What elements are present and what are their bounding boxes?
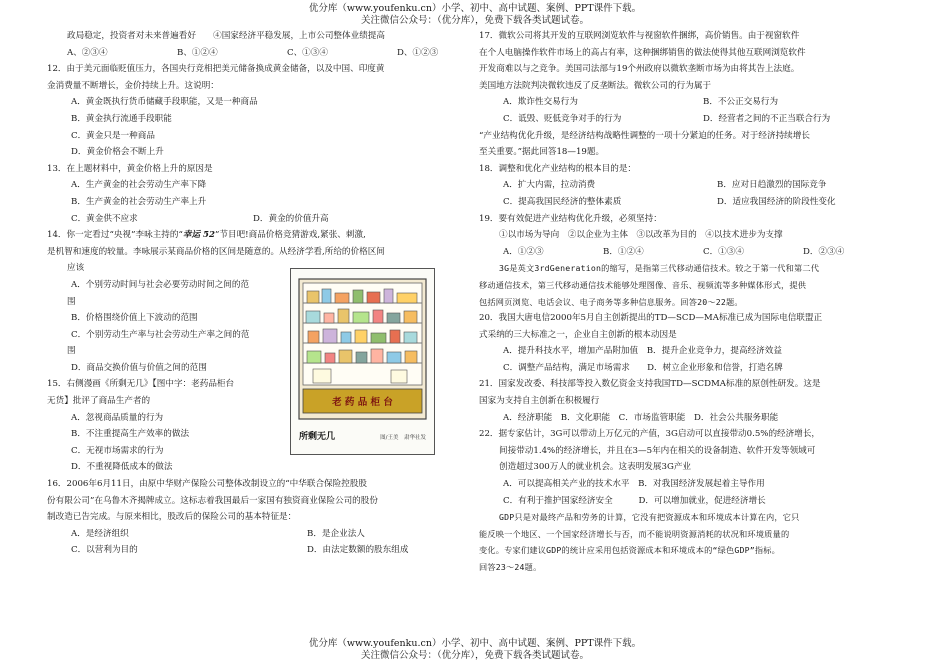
q15-option-d: D．不重视降低成本的做法 <box>71 462 173 473</box>
q16-stem-2: 份有限公司”在乌鲁木齐揭牌成立。这标志着我国最后一家国有独资商业保险公司的股份 <box>47 495 378 506</box>
q12-stem-1: 12．由于美元面临贬值压力，各国央行竞相把美元储备换成黄金储备，以及中国、印度黄 <box>47 64 385 75</box>
q18-options-ab <box>479 177 917 194</box>
medicine-cabinet-drawing <box>291 269 434 454</box>
q14-option-c: C．个别劳动生产率与社会劳动生产率之间的范 <box>71 329 250 340</box>
q22-options-cd: C．有利于推护国家经济安全 D．可以增加就业，促进经济增长 <box>503 495 766 506</box>
q22-stem-3: 创造超过300万人的就业机会。这表明发展3G产业 <box>499 462 692 473</box>
q17-options-ab <box>479 94 917 111</box>
q22-stem-2: 间接带动1.4%的经济增长，并且在3—5年内在相关的设备制造、软件开发等领域可 <box>499 445 816 456</box>
q15-stem-2: 无货】批评了商品生产者的 <box>47 396 151 407</box>
q11-option-c: C、①③④ <box>287 47 328 58</box>
q17-option-b: B．不公正交易行为 <box>703 97 779 108</box>
q12-option-c: C．黄金只是一种商品 <box>71 130 155 141</box>
material-20-1: 3G是英文3rdGeneration的缩写，是指第三代移动通信技术。较之于第一代和第二代 <box>499 263 820 274</box>
q22-stem-1: 22．据专家估计，3G可以带动上万亿元的产值，3G启动可以直接带动0.5%的经济增长， <box>479 429 821 440</box>
cartoon-caption: 所剩无几 <box>299 432 336 442</box>
q13-options-cd <box>47 211 485 228</box>
q19-stem: 19．要有效促进产业结构优化升级，必须坚持： <box>479 213 662 224</box>
q17-option-d: D．经营者之间的不正当联合行为 <box>703 113 831 124</box>
footer-line-2: 关注微信公众号：（优分库），免费下载各类试题试卷。 <box>360 650 589 661</box>
q19-option-d: D．②③④ <box>803 246 845 257</box>
material-23-1: GDP只是对最终产品和劳务的计算，它没有把资源成本和环境成本计算在内，它只 <box>499 512 800 523</box>
q21-stem-2: 国家为支持自主创新在积极履行 <box>479 396 600 407</box>
q16-option-c: C．以营利为目的 <box>71 545 138 556</box>
material-18-1: “产业结构优化升级，是经济结构战略性调整的一项十分紧迫的任务。对于经济持续增长 <box>479 130 810 141</box>
q17-option-c: C．诋毁、贬低竞争对手的行为 <box>503 113 622 124</box>
page-footer <box>0 638 950 662</box>
q14-stem-b: ”节目吧!商品价格竞猜游戏,紧张、刺激, <box>214 230 366 241</box>
q21-options: A．经济职能 B．文化职能 C．市场监管职能 D．社会公共服务职能 <box>503 412 779 423</box>
q16-option-a: A．是经济组织 <box>71 528 129 539</box>
footer-line-1: 优分库（www.youfenku.cn）小学、初中、高中试题、案例、PPT课件下载。 <box>308 638 642 649</box>
q14-option-c-cont: 围 <box>67 346 76 357</box>
q17-options-cd <box>479 111 917 128</box>
q14-option-d: D．商品交换价值与价值之间的范围 <box>71 362 207 373</box>
q18-options-cd <box>479 194 917 211</box>
q11-options <box>47 45 485 62</box>
cartoon-credit: 图/王美 肃华社发 <box>380 435 426 441</box>
q14-stem-2: 是机智和速度的较量。李咏展示某商品价格的区间是随意的。从经济学看,所给的价格区间 <box>47 246 385 257</box>
q19-items: ①以市场为导向 ②以企业为主体 ③以改革为目的 ④以技术进步为支撑 <box>499 230 783 241</box>
q18-option-c: C．提高我国民经济的整体素质 <box>503 196 622 207</box>
q15-stem-1: 15．右侧漫画《所剩无几》【图中字：老药品柜台 <box>47 379 235 390</box>
q14-option-a: A．个别劳动时间与社会必要劳动时间之间的范 <box>71 279 250 290</box>
q21-stem-1: 21．国家发改委、科技部等投入数亿资金支持我国TD—SCDMA标准的原创性研发。这是 <box>479 379 821 390</box>
header-line-2: 关注微信公众号：（优分库），免费下载各类试题试卷。 <box>360 15 589 26</box>
q15-option-b: B．不注重提高生产效率的做法 <box>71 429 190 440</box>
cartoon-image <box>290 268 435 455</box>
q18-option-a: A．扩大内需，拉动消费 <box>503 180 596 191</box>
q20-options-cd: C．调整产品结构，满足市场需求 D．树立企业形象和信誉，打造名牌 <box>503 362 783 373</box>
q12-stem-2: 金消费量不断增长，金价持续上升。这说明： <box>47 80 219 91</box>
q14-option-a-cont: 围 <box>67 296 76 307</box>
q18-option-b: B．应对日趋激烈的国际竞争 <box>717 180 827 191</box>
q20-stem-1: 20．我国大唐电信2000年5月自主创新提出的TD—SCD—MA标准已成为国际电信联盟正 <box>479 313 823 324</box>
q17-stem-1: 17．微软公司将其开发的互联网浏览软件与视窗软件捆绑，高价销售。由于视窗软件 <box>479 31 800 41</box>
q16-stem-1: 16．2006年6月11日，由原中华财产保险公司整体改制设立的“中华联合保险控股股 <box>47 479 368 490</box>
counter-sign-text: 老 药 品 柜 台 <box>332 397 393 408</box>
q19-option-a: A．①②③ <box>503 246 544 257</box>
q14-option-b: B．价格围绕价值上下波动的范围 <box>71 313 198 324</box>
q13-stem: 13．在上题材料中，黄金价格上升的原因是 <box>47 163 213 174</box>
q17-option-a: A．欺诈性交易行为 <box>503 97 578 108</box>
q16-options-cd <box>47 542 485 559</box>
material-23-4: 回答23～24题。 <box>479 562 542 572</box>
q22-options-ab: A．可以提高相关产业的技术水平 B．对我国经济发展起着主导作用 <box>503 479 765 490</box>
q20-options-ab: A．提升科技水平，增加产品附加值 B．提升企业竞争力，提高经济效益 <box>503 346 782 357</box>
q19-options <box>479 244 917 261</box>
q15-option-c: C．无视市场需求的行为 <box>71 445 164 456</box>
material-23-2: 能反映一个地区、一个国家经济增长与否，而不能说明资源消耗的状况和环境质量的 <box>479 528 790 539</box>
q19-option-c: C．①③④ <box>703 246 744 257</box>
q17-stem-4: 美国地方法院判决微软违反了反垄断法。微软公司的行为属于 <box>479 80 712 91</box>
q11-option-d: D、①②③ <box>397 47 439 58</box>
material-23-3: 变化。专家们建议GDP的统计应采用包括资源成本和环境成本的“绿色GDP”指标。 <box>479 545 781 556</box>
q18-stem: 18．调整和优化产业结构的根本目的是： <box>479 163 637 174</box>
right-column <box>479 28 917 576</box>
q12-option-b: B．黄金执行流通手段职能 <box>71 113 172 124</box>
q16-option-d: D．由法定数额的股东组成 <box>307 545 409 556</box>
q12-option-d: D．黄金价格会不断上升 <box>71 147 164 158</box>
q12-option-a: A．黄金既执行货币储藏手段职能，又是一种商品 <box>71 97 258 108</box>
q16-options-ab <box>47 526 485 543</box>
q13-option-d: D．黄金的价值升高 <box>253 213 329 224</box>
q14-stem-3: 应该 <box>67 263 85 274</box>
q18-option-d: D．适应我国经济的阶段性变化 <box>717 196 836 207</box>
q17-stem-2: 在个人电脑操作软件市场上的高占有率，这种捆绑销售的做法使得其他互联网浏览软件 <box>479 47 806 58</box>
show-logo: 幸运 52 <box>182 230 215 241</box>
q16-stem-3: 制改造已告完成。与原来相比，股改后的保险公司的基本特征是： <box>47 512 297 523</box>
q13-option-b: B．生产黄金的社会劳动生产率上升 <box>71 196 207 207</box>
q13-option-c: C．黄金供不应求 <box>71 213 138 224</box>
q15-option-a: A．忽视商品质量的行为 <box>71 412 164 423</box>
header-line-1: 优分库（www.youfenku.cn）小学、初中、高中试题、案例、PPT课件下载。 <box>308 3 642 14</box>
q13-option-a: A．生产黄金的社会劳动生产率下降 <box>71 180 207 191</box>
q14-stem-a: 14．你一定看过“央视”李咏主持的“ <box>47 230 183 241</box>
q17-stem-3: 开发商难以与之竞争。美国司法部与19个州政府以微软垄断市场为由将其告上法庭。 <box>479 64 800 75</box>
q14-stem-1 <box>47 227 485 244</box>
page-header <box>0 3 950 27</box>
q11-option-b: B、①②④ <box>177 47 218 58</box>
material-20-2: 移动通信技术，第三代移动通信技术能够处理图像、音乐、视频流等多种媒体形式，提供 <box>479 279 807 290</box>
material-20-3: 包括网页浏览、电话会议、电子商务等多种信息服务。回答20～22题。 <box>479 296 743 307</box>
q20-stem-2: 式采纳的三大标准之一，企业自主创新的根本动因是 <box>479 329 677 340</box>
q11-option-a: A、②③④ <box>67 47 108 58</box>
q16-option-b: B．是企业法人 <box>307 528 365 539</box>
q11-continuation: 政局稳定，投资者对未来普遍看好 ④国家经济平稳发展，上市公司整体业绩提高 <box>67 31 385 41</box>
q19-option-b: B．①②④ <box>603 246 644 257</box>
material-18-2: 至关重要。”据此回答18—19题。 <box>479 147 605 158</box>
